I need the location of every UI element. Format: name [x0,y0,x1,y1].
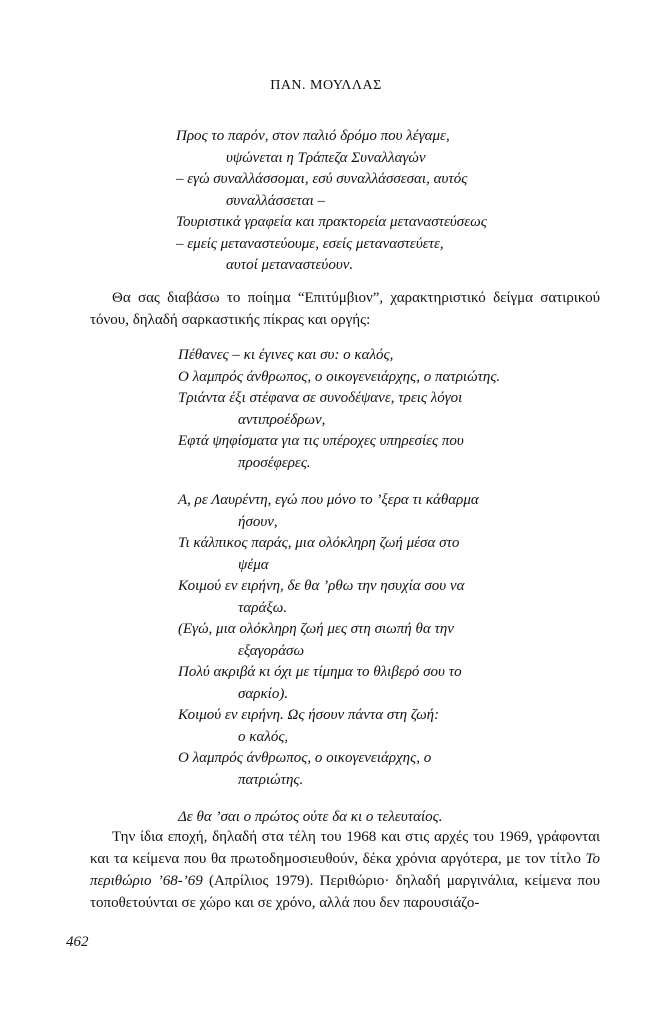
verse-line: Τριάντα έξι στέφανα σε συνοδέψανε, τρεις λόγοι [178,390,463,406]
paragraph-2-before: Την ίδια εποχή, δηλαδή στα τέλη του 1968 και στις αρχές του 1969, γράφονται και τα κείμενα που θα πρωτοδημοσιευθούν, δέκα χρόνια αργότερα, με τον τίτλο [90,829,600,867]
paragraph-2 [90,826,600,914]
stanza-break [178,474,500,490]
page-number: 462 [66,934,89,950]
verse-line: Πέθανες – κι έγινες και συ: ο καλός, [178,347,394,363]
verse-line: αυτοί μεταναστεύουν. [226,257,354,273]
running-header [0,78,652,94]
verse-line: Α, ρε Λαυρέντη, εγώ που μόνο το ’ξερα τι κάθαρμα [178,492,479,508]
stanza-break [178,791,500,807]
verse-line: προσέφερες. [238,454,311,471]
verse-line: Ο λαμπρός άνθρωπος, ο οικογενειάρχης, ο πατριώτης. [178,368,501,385]
poem-excerpt-1 [176,126,487,277]
verse-line: Δε θα ’σαι ο πρώτος ούτε δα κι ο τελευταίος. [178,809,443,825]
verse-line: συναλλάσσεται – [226,192,326,209]
verse-line: ο καλός, [238,728,289,745]
verse-line: υψώνεται η Τράπεζα Συναλλαγών [226,149,426,166]
paragraph-1 [90,287,600,331]
verse-line: Πολύ ακριβά κι όχι με τίμημα το θλιβερό σου το [178,664,462,680]
paragraph-2-after: (Απρίλιος 1979). Περιθώριο· δηλαδή μαργινάλια, κείμενα που τοποθετούνται σε χώρο και σε χρόνο, αλλά που δεν παρουσιάζο- [90,873,601,911]
verse-line: ήσουν, [238,513,278,530]
verse-line: Προς το παρόν, στον παλιό δρόμο που λέγαμε, [176,128,450,144]
verse-line: σαρκίο). [238,685,289,702]
author-name: ΠΑΝ. ΜΟΥΛΛΑΣ [270,78,382,93]
verse-line: Τι κάλπικος παράς, μια ολόκληρη ζωή μέσα στο [178,535,460,551]
verse-line: – εμείς μεταναστεύουμε, εσείς μεταναστεύετε, [176,235,444,252]
verse-line: πατριώτης. [238,771,304,788]
paragraph-1-text: Θα σας διαβάσω το ποίημα “Επιτύμβιον”, χαρακτηριστικό δείγμα σατιρικού τόνου, δηλαδή σαρκαστικής πίκρας και οργής: [90,290,600,328]
verse-line: Κοιμού εν ειρήνη. Ως ήσουν πάντα στη ζωή: [178,707,440,723]
verse-line: Ο λαμπρός άνθρωπος, ο οικογενειάρχης, ο [178,750,432,766]
book-title: Το περιθώριο ’68-’69 [90,851,600,889]
poem-epitymvion [178,345,500,829]
verse-line: ταράξω. [238,599,288,616]
paragraph-2-text [90,826,600,914]
verse-line: – εγώ συναλλάσσομαι, εσύ συναλλάσσεσαι, αυτός [176,171,468,187]
verse-line: (Εγώ, μια ολόκληρη ζωή μες στη σιωπή θα την [178,621,454,637]
verse-line: Εφτά ψηφίσματα για τις υπέροχες υπηρεσίες που [178,433,464,449]
verse-line: αντιπροέδρων, [238,411,326,428]
verse-line: Τουριστικά γραφεία και πρακτορεία μεταναστεύσεως [176,214,487,230]
verse-line: ψέμα [238,556,269,573]
verse-line: Κοιμού εν ειρήνη, δε θα ’ρθω την ησυχία σου να [178,578,465,594]
verse-line: εξαγοράσω [238,642,305,659]
